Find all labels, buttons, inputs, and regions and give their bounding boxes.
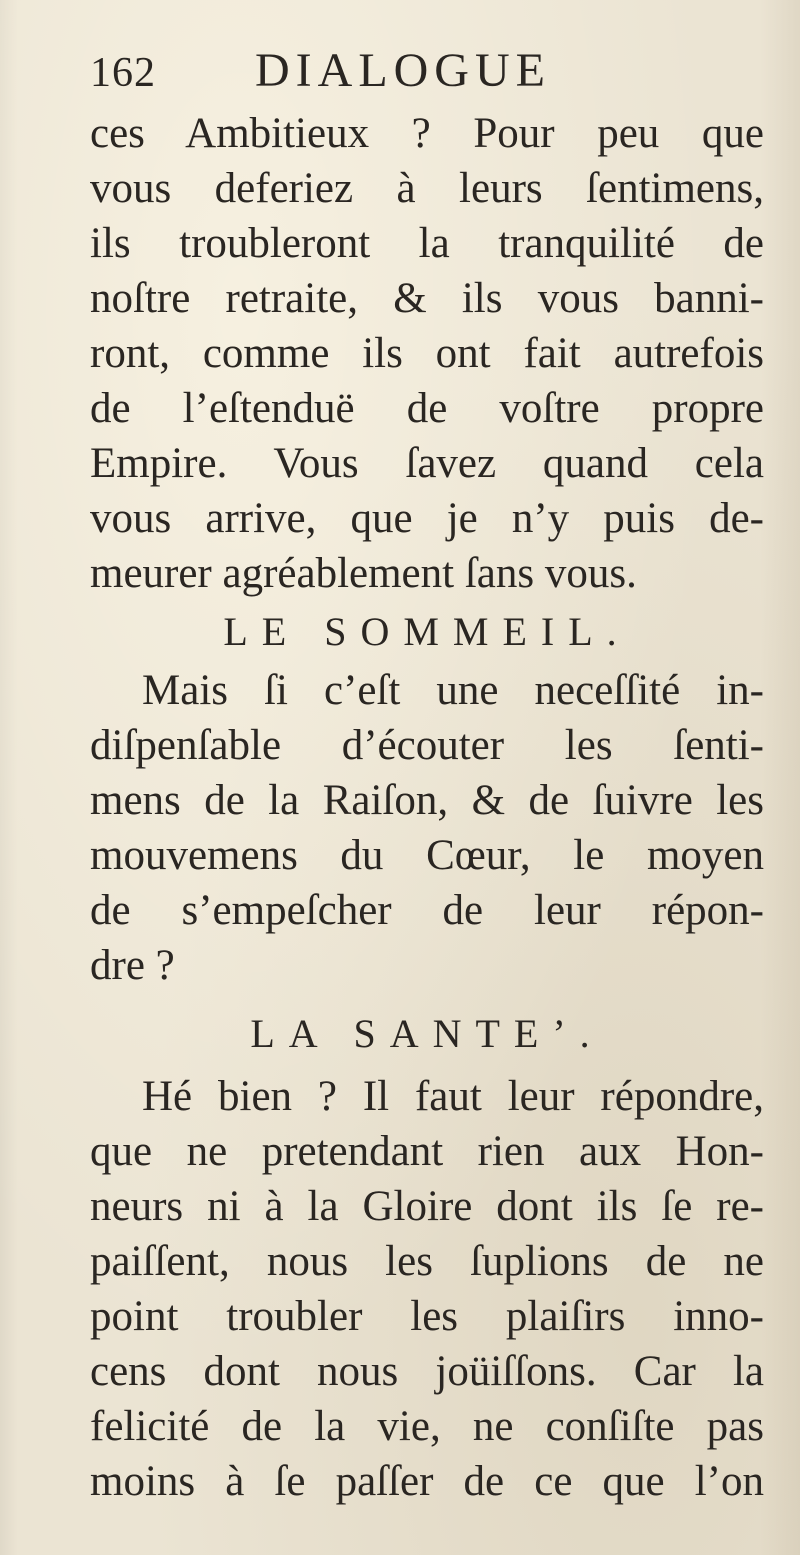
text-line: noſtre retraite, & ils vous banni- <box>90 275 764 322</box>
speaker-heading-sante: LA SANTE’. <box>250 1011 604 1056</box>
page-text <box>52 36 764 1509</box>
text-line: vous deferiez à leurs ſentimens, <box>90 165 764 212</box>
text-line: mens de la Raiſon, & de ſuivre les <box>90 777 764 824</box>
paragraph-1 <box>52 106 764 601</box>
text-line: Mais ſi c’eſt une neceſſité in- <box>142 667 764 714</box>
text-line: ils troubleront la tranquilité de <box>90 220 764 267</box>
paragraph-2 <box>52 663 764 993</box>
text-line: Hé bien ? Il faut leur répondre, <box>142 1073 764 1120</box>
text-line: meurer agréablement ſans vous. <box>90 550 637 597</box>
text-line: dre ? <box>90 942 175 989</box>
page-number: 162 <box>90 50 156 96</box>
text-line: point troubler les plaiſirs inno- <box>90 1293 764 1340</box>
page-header <box>52 36 764 106</box>
text-line: de l’eſtenduë de voſtre propre <box>90 385 764 432</box>
text-line: que ne pretendant rien aux Hon- <box>90 1128 764 1175</box>
text-line: ront, comme ils ont fait autrefois <box>90 330 764 377</box>
text-line: diſpenſable d’écouter les ſenti- <box>90 722 764 769</box>
running-title: DIALOGUE <box>255 44 551 97</box>
text-line: moins à ſe paſſer de ce que l’on <box>90 1458 764 1505</box>
text-line: Empire. Vous ſavez quand cela <box>90 440 764 487</box>
text-line: paiſſent, nous les ſuplions de ne <box>90 1238 764 1285</box>
text-line: vous arrive, que je n’y puis de- <box>90 495 764 542</box>
text-line: cens dont nous joüiſſons. Car la <box>90 1348 764 1395</box>
text-line: de s’empeſcher de leur répon- <box>90 887 764 934</box>
text-line: neurs ni à la Gloire dont ils ſe re- <box>90 1183 764 1230</box>
paragraph-3 <box>52 1069 764 1509</box>
text-line: ces Ambitieux ? Pour peu que <box>90 110 764 157</box>
text-line: mouvemens du Cœur, le moyen <box>90 832 764 879</box>
speaker-heading-sommeil: LE SOMMEIL. <box>223 609 631 654</box>
text-line: felicité de la vie, ne conſiſte pas <box>90 1403 764 1450</box>
